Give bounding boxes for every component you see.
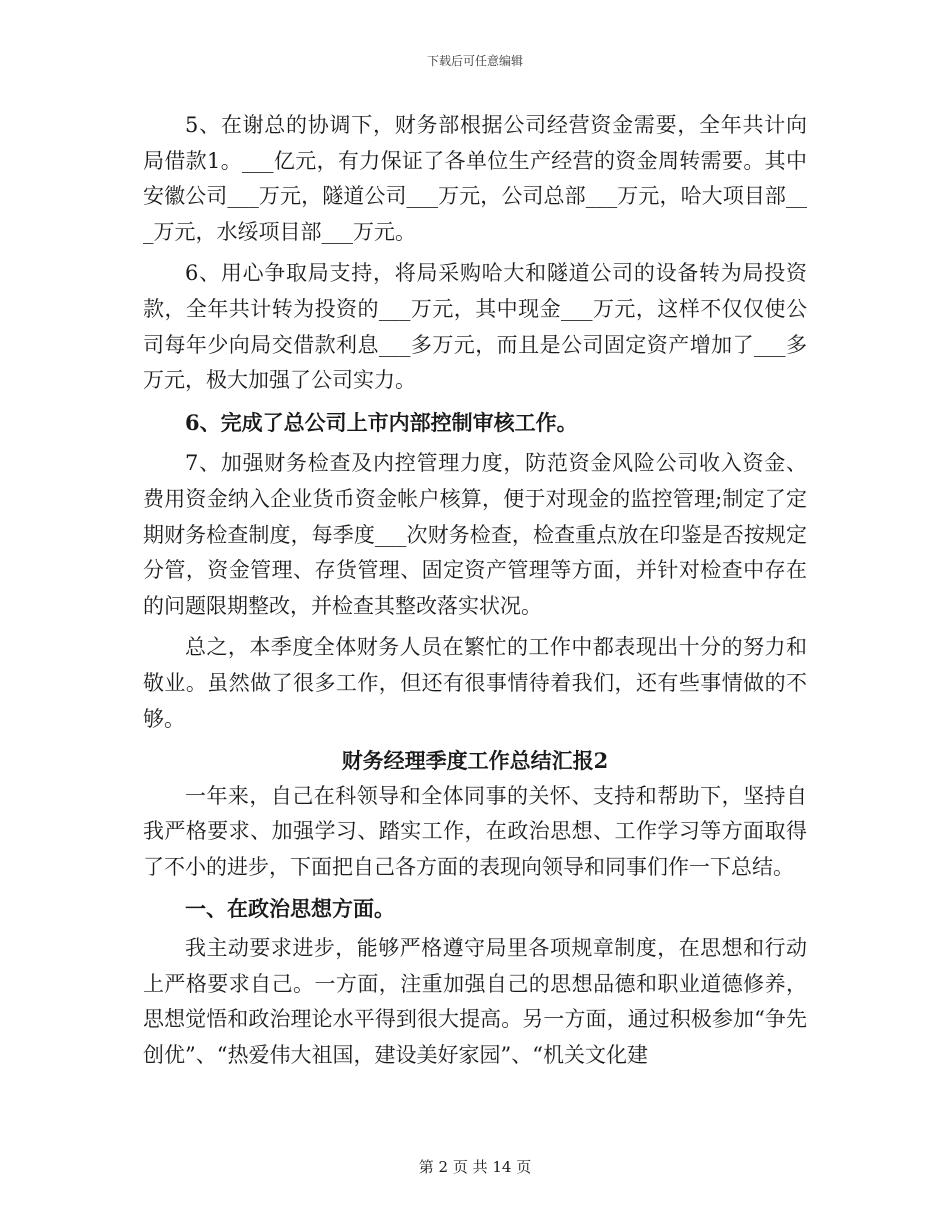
paragraph-summary: 总之，本季度全体财务人员在繁忙的工作中都表现出十分的努力和敬业。虽然做了很多工作，但还有很事情待着我们，还有些事情做的不够。 bbox=[143, 635, 807, 731]
section-title: 财务经理季度工作总结汇报2 bbox=[341, 748, 609, 774]
page-number: 第 2 页 共 14 页 bbox=[418, 1158, 532, 1176]
paragraph-intro: 一年来，自己在科领导和全体同事的关怀、支持和帮助下，坚持自我严格要求、加强学习、踏实工作，在政治思想、工作学习等方面取得了不小的进步，下面把自己各方面的表现向领导和同事们作一下总结。 bbox=[143, 783, 807, 879]
heading-politics: 一、在政治思想方面。 bbox=[185, 896, 395, 922]
document-body bbox=[143, 108, 807, 1073]
heading-item-6: 6、完成了总公司上市内部控制审核工作。 bbox=[185, 409, 578, 435]
paragraph-item-7: 7、加强财务检查及内控管理力度，防范资金风险公司收入资金、费用资金纳入企业货币资金帐户核算，便于对现金的监控管理;制定了定期财务检查制度，每季度___次财务检查，检查重点放在印鉴是否按规定分管，资金管理、存货管理、固定资产管理等方面，并针对检查中存在的问题限期整改，并检查其整改落实状况。 bbox=[143, 451, 807, 618]
paragraph-item-6: 6、用心争取局支持，将局采购哈大和隧道公司的设备转为局投资款，全年共计转为投资的___万元，其中现金___万元，这样不仅仅使公司每年少向局交借款利息___多万元，而且是公司固定资产增加了___多万元，极大加强了公司实力。 bbox=[143, 261, 807, 393]
paragraph-item-5: 5、在谢总的协调下，财务部根据公司经营资金需要，全年共计向局借款1。___亿元，有力保证了各单位生产经营的资金周转需要。其中安徽公司___万元，隧道公司___万元，公司总部___万元，哈大项目部___万元，水绥项目部___万元。 bbox=[143, 113, 807, 244]
header-note: 下载后可任意编辑 bbox=[426, 54, 523, 68]
paragraph-politics: 我主动要求进步，能够严格遵守局里各项规章制度，在思想和行动上严格要求自己。一方面，注重加强自己的思想品德和职业道德修养，思想觉悟和政治理论水平得到很大提高。另一方面，通过积极参加“争先创优”、“热爱伟大祖国，建设美好家园”、“机关文化建 bbox=[143, 936, 807, 1067]
